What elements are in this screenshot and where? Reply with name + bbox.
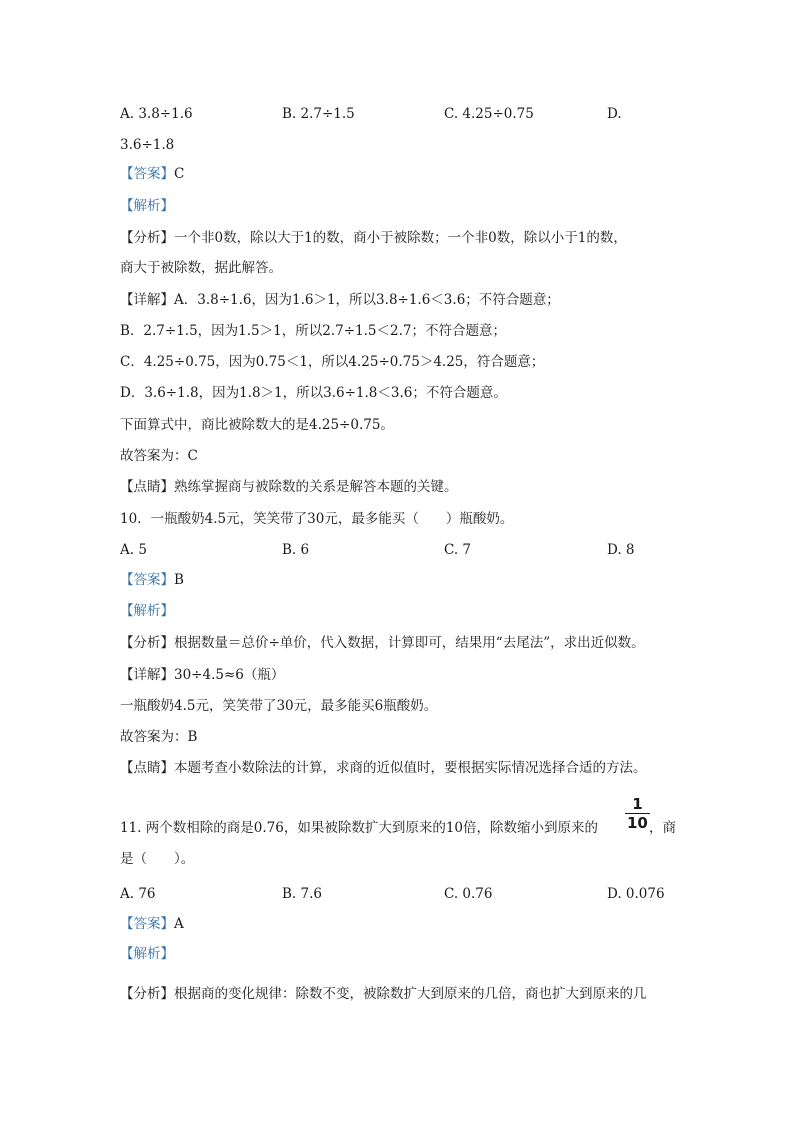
xiangjie-a: A．3.8÷1.6，因为1.6＞1，所以3.8÷1.6＜3.6；不符合题意；: [174, 292, 560, 308]
q11-question-line2: 是（ ）。: [120, 851, 195, 867]
q10-fenxi-line: [120, 634, 674, 652]
xiangjie-tag: 【详解】: [120, 292, 174, 308]
q10-option-b: B. 6: [282, 542, 310, 558]
q11-option-a: A. 76: [120, 886, 156, 902]
q9-option-d-continued: 3.6÷1.8: [120, 137, 175, 153]
q11-question-part2: ，商: [649, 820, 676, 836]
q11-option-d: D. 0.076: [607, 886, 665, 902]
q11-fenxi-line: [120, 985, 674, 1003]
answer-value: A: [174, 916, 184, 932]
q9-option-c: C. 4.25÷0.75: [444, 106, 534, 122]
q9-final: 故答案为：C: [120, 448, 198, 464]
q10-option-d: D. 8: [607, 542, 635, 558]
q10-xiangjie-line: [120, 666, 674, 684]
q9-xiangjie-line: [120, 291, 674, 309]
q10-question: 10．一瓶酸奶4.5元，笑笑带了30元，最多能买（ ）瓶酸奶。: [120, 511, 514, 527]
q10-option-a: A. 5: [120, 542, 147, 558]
xiangjie-text: 30÷4.5≈6（瓶）: [174, 667, 285, 683]
fenxi-tag: 【分析】: [120, 230, 174, 246]
answer-value: C: [174, 166, 185, 182]
jiexi-tag: 【解析】: [120, 603, 174, 619]
q9-answer-line: [120, 165, 674, 183]
q9-option-b: B. 2.7÷1.5: [282, 106, 355, 122]
fenxi-text: 根据商的变化规律：除数不变，被除数扩大到原来的几倍，商也扩大到原来的几: [174, 986, 647, 1002]
fenxi-tag: 【分析】: [120, 986, 174, 1002]
q9-fenxi-line: [120, 229, 674, 247]
q9-jiexi-line: [120, 197, 674, 215]
q10-conclusion: 一瓶酸奶4.5元，笑笑带了30元，最多能买6瓶酸奶。: [120, 698, 438, 714]
fraction-one-tenth: [625, 796, 650, 831]
q11-answer-line: [120, 915, 674, 933]
answer-tag: 【答案】: [120, 166, 174, 182]
dianjing-text: 熟练掌握商与被除数的关系是解答本题的关键。: [174, 479, 458, 495]
q9-xiangjie-c: C．4.25÷0.75，因为0.75＜1，所以4.25÷0.75＞4.25，符合题意；: [120, 354, 545, 370]
q9-fenxi-line2: 商大于被除数，据此解答。: [120, 260, 282, 276]
fraction-denominator: 10: [627, 814, 648, 832]
dianjing-tag: 【点睛】: [120, 760, 174, 776]
q9-option-d: D.: [607, 106, 622, 122]
q10-jiexi-line: [120, 602, 674, 620]
fenxi-tag: 【分析】: [120, 635, 174, 651]
q9-option-a: A. 3.8÷1.6: [120, 106, 193, 122]
q11-question-part1: 11. 两个数相除的商是0.76，如果被除数扩大到原来的10倍，除数缩小到原来的: [120, 820, 598, 836]
q9-xiangjie-b: B．2.7÷1.5，因为1.5＞1，所以2.7÷1.5＜2.7；不符合题意；: [120, 323, 506, 339]
dianjing-text: 本题考查小数除法的计算，求商的近似值时，要根据实际情况选择合适的方法。: [174, 760, 647, 776]
answer-value: B: [174, 572, 184, 588]
q11-question-line1: [120, 819, 598, 837]
q9-xiangjie-d: D．3.6÷1.8，因为1.8＞1，所以3.6÷1.8＜3.6；不符合题意。: [120, 385, 507, 401]
xiangjie-tag: 【详解】: [120, 667, 174, 683]
answer-tag: 【答案】: [120, 916, 174, 932]
q9-summary: 下面算式中，商比被除数大的是4.25÷0.75。: [120, 417, 394, 433]
q10-final: 故答案为：B: [120, 729, 198, 745]
jiexi-tag: 【解析】: [120, 946, 174, 962]
q11-jiexi-line: [120, 945, 674, 963]
answer-tag: 【答案】: [120, 572, 174, 588]
q10-answer-line: [120, 571, 674, 589]
q10-dianjing-line: [120, 759, 674, 777]
dianjing-tag: 【点睛】: [120, 479, 174, 495]
q11-option-c: C. 0.76: [444, 886, 493, 902]
fenxi-text: 一个非0数，除以大于1的数，商小于被除数；一个非0数，除以小于1的数，: [174, 230, 627, 246]
fraction-numerator: 1: [632, 795, 643, 813]
fenxi-text: 根据数量＝总价÷单价，代入数据，计算即可，结果用“去尾法”，求出近似数。: [174, 635, 645, 651]
q10-option-c: C. 7: [444, 542, 472, 558]
q11-option-b: B. 7.6: [282, 886, 322, 902]
jiexi-tag: 【解析】: [120, 198, 174, 214]
q9-dianjing-line: [120, 478, 674, 496]
